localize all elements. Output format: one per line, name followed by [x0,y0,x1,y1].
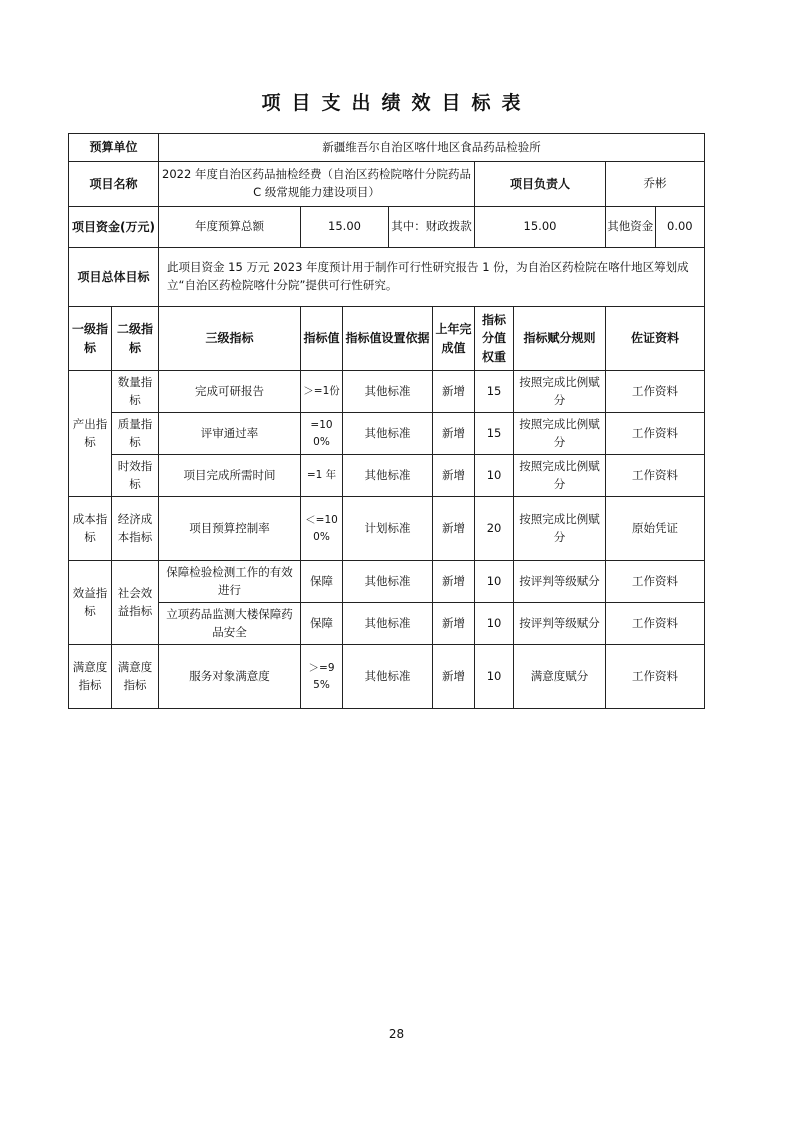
basis-cell: 其他标准 [343,413,433,455]
scoring-rule-cell: 按评判等级赋分 [514,561,606,603]
scoring-rule-cell: 按评判等级赋分 [514,603,606,645]
fiscal-value: 15.00 [475,207,606,248]
page-title: 项目支出绩效目标表 [261,92,532,114]
last-year-cell: 新增 [433,455,475,497]
scoring-rule-cell: 满意度赋分 [514,645,606,709]
overall-goal-label: 项目总体目标 [69,248,159,307]
indicator-value-cell: =1 年 [301,455,343,497]
header-basis: 指标值设置依据 [343,307,433,371]
level2-cell: 经济成本指标 [112,497,159,561]
level2-cell: 数量指标 [112,371,159,413]
indicator-value-cell: 保障 [301,561,343,603]
level2-cell: 质量指标 [112,413,159,455]
other-funds-label-visible: 其他资金 [606,207,656,247]
weight-cell: 15 [475,371,514,413]
evidence-cell: 工作资料 [606,561,705,603]
level2-cell: 满意度指标 [112,645,159,709]
table-row [69,561,705,603]
level3-cell: 项目预算控制率 [159,497,301,561]
weight-cell: 10 [475,645,514,709]
budget-unit-label: 预算单位 [69,134,159,162]
group-benefit: 效益指标 [69,561,112,645]
group-cost: 成本指标 [69,497,112,561]
level3-cell: 保障检验检测工作的有效进行 [159,561,301,603]
project-leader-value: 乔彬 [606,162,705,207]
header-level1: 一级指标 [69,307,112,371]
project-name-value: 2022 年度自治区药品抽检经费（自治区药检院喀什分院药品 C 级常规能力建设项目） [159,162,475,207]
level2-cell: 时效指标 [112,455,159,497]
budget-unit-value: 新疆维吾尔自治区喀什地区食品药品检验所 [159,134,705,162]
other-funds-cell [606,207,705,248]
evidence-cell: 工作资料 [606,603,705,645]
performance-target-table [68,133,705,709]
overall-goal-value: 此项目资金 15 万元 2023 年度预计用于制作可行性研究报告 1 份，为自治区药检院在喀什地区筹划成立“自治区药检院喀什分院”提供可行性研究。 [159,248,705,307]
annual-budget-label: 年度预算总额 [159,207,301,248]
group-output: 产出指标 [69,371,112,497]
header-evidence: 佐证资料 [606,307,705,371]
level2-cell: 社会效益指标 [112,561,159,645]
last-year-cell: 新增 [433,413,475,455]
evidence-cell: 工作资料 [606,455,705,497]
weight-cell: 10 [475,455,514,497]
level3-cell: 服务对象满意度 [159,645,301,709]
evidence-cell: 原始凭证 [606,497,705,561]
other-funds-value: 0.00 [667,219,693,234]
annual-budget-value: 15.00 [301,207,389,248]
basis-cell: 其他标准 [343,645,433,709]
header-indicator-value: 指标值 [301,307,343,371]
indicator-value-cell: =100% [301,413,343,455]
last-year-cell: 新增 [433,371,475,413]
scoring-rule-cell: 按照完成比例赋分 [514,371,606,413]
basis-cell: 其他标准 [343,561,433,603]
level3-cell: 项目完成所需时间 [159,455,301,497]
weight-cell: 20 [475,497,514,561]
scoring-rule-cell: 按照完成比例赋分 [514,413,606,455]
header-last-year: 上年完成值 [433,307,475,371]
evidence-cell: 工作资料 [606,371,705,413]
project-leader-label: 项目负责人 [475,162,606,207]
page-number: 28 [388,1027,405,1041]
basis-cell: 其他标准 [343,455,433,497]
basis-cell: 计划标准 [343,497,433,561]
scoring-rule-cell: 按照完成比例赋分 [514,497,606,561]
level3-cell: 立项药品监测大楼保障药品安全 [159,603,301,645]
evidence-cell: 工作资料 [606,645,705,709]
basis-cell: 其他标准 [343,603,433,645]
last-year-cell: 新增 [433,603,475,645]
table-row [69,497,705,561]
weight-cell: 10 [475,603,514,645]
weight-cell: 15 [475,413,514,455]
project-funds-label: 项目资金(万元) [69,207,159,248]
table-row [69,603,705,645]
last-year-cell: 新增 [433,497,475,561]
group-satisfaction: 满意度指标 [69,645,112,709]
weight-cell: 10 [475,561,514,603]
header-level3: 三级指标 [159,307,301,371]
level3-cell: 完成可研报告 [159,371,301,413]
indicator-value-cell: ＞=95% [301,645,343,709]
last-year-cell: 新增 [433,645,475,709]
table-row [69,371,705,413]
header-scoring-rule: 指标赋分规则 [514,307,606,371]
fiscal-label: 其中：财政拨款 [389,207,475,248]
indicator-value-cell: ＜=100% [301,497,343,561]
scoring-rule-cell: 按照完成比例赋分 [514,455,606,497]
basis-cell: 其他标准 [343,371,433,413]
project-name-label: 项目名称 [69,162,159,207]
table-row [69,413,705,455]
table-row [69,645,705,709]
last-year-cell: 新增 [433,561,475,603]
table-row [69,455,705,497]
header-weight: 指标分值权重 [475,307,514,371]
indicator-value-cell: ＞=1份 [301,371,343,413]
indicator-value-cell: 保障 [301,603,343,645]
evidence-cell: 工作资料 [606,413,705,455]
header-level2: 二级指标 [112,307,159,371]
level3-cell: 评审通过率 [159,413,301,455]
